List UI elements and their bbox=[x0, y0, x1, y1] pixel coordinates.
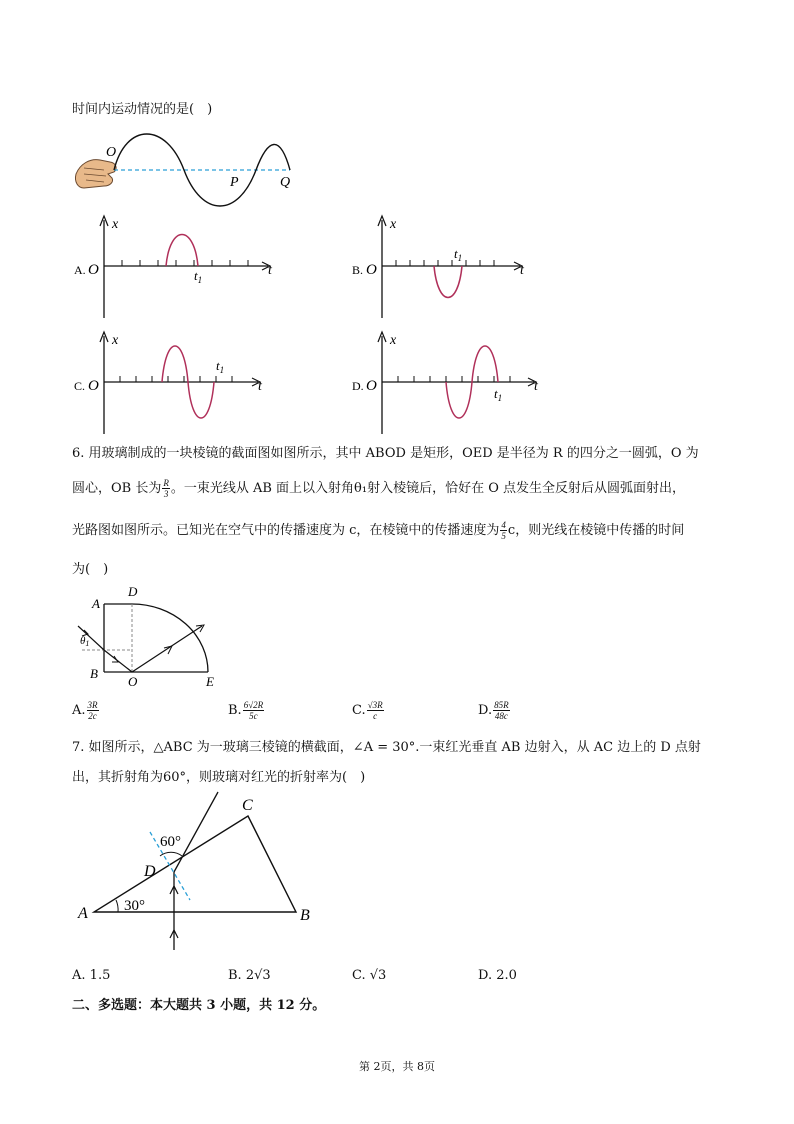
svg-text:A: A bbox=[92, 596, 100, 611]
origin-label: O bbox=[366, 378, 377, 394]
t1-label: $t_1$ bbox=[216, 358, 225, 375]
q7-line2: 出，其折射角为60°，则玻璃对红光的折射率为( ) bbox=[72, 770, 366, 785]
x-label: x bbox=[390, 217, 397, 232]
q5-option-a[interactable] bbox=[72, 214, 282, 328]
x-label: x bbox=[112, 333, 119, 348]
t-label: t bbox=[258, 379, 262, 394]
q5-wave-figure bbox=[70, 128, 310, 210]
t-label: t bbox=[268, 263, 272, 278]
hand-icon bbox=[75, 160, 116, 188]
option-letter: C. bbox=[74, 379, 86, 393]
label-p: P bbox=[230, 175, 239, 190]
q7-option-a[interactable]: A. 1.5 bbox=[72, 968, 111, 983]
t1-label: $t_1$ bbox=[454, 246, 463, 263]
q7-line1: 7. 如图所示，△ABC 为一玻璃三棱镜的横截面，∠A = 30°.一束红光垂直 AB 边射入，从 AC 边上的 D 点射 bbox=[72, 740, 701, 755]
label-o: O bbox=[106, 145, 117, 160]
svg-text:C: C bbox=[242, 797, 253, 814]
q6-line4: 为( ) bbox=[72, 562, 109, 577]
option-letter: A. bbox=[74, 263, 86, 277]
q7-option-d[interactable]: D. 2.0 bbox=[478, 968, 517, 983]
q6-line1: 6. 用玻璃制成的一块棱镜的截面图如图所示，其中 ABOD 是矩形，OED 是半径为 R 的四分之一圆弧，O 为 bbox=[72, 446, 699, 461]
svg-text:D: D bbox=[128, 584, 138, 599]
svg-text:B: B bbox=[90, 666, 98, 681]
svg-text:60°: 60° bbox=[160, 834, 181, 850]
svg-text:θ1: θ1 bbox=[80, 635, 90, 648]
svg-text:30°: 30° bbox=[124, 898, 145, 914]
q6-line2: 圆心，OB 长为 $\frac{R}{3}$ 。一束光线从 AB 面上以入射角θ₁射入棱镜后，恰好在 O 点发生全反射后从圆弧面射出， bbox=[72, 478, 686, 499]
t1-label: $t_1$ bbox=[494, 386, 503, 403]
curve bbox=[166, 235, 198, 267]
t1-label: $t_1$ bbox=[194, 268, 203, 285]
svg-text:A: A bbox=[78, 905, 88, 922]
x-label: x bbox=[390, 333, 397, 348]
page-footer: 第 2页，共 8页 bbox=[359, 1060, 435, 1073]
q7-option-b[interactable]: B. 2√3 bbox=[228, 968, 271, 983]
q7-option-c[interactable]: C. √3 bbox=[352, 968, 387, 983]
svg-text:D: D bbox=[144, 863, 156, 880]
origin-label: O bbox=[88, 262, 99, 278]
svg-text:B: B bbox=[300, 907, 310, 924]
q5-stem-tail: 时间内运动情况的是( ) bbox=[72, 102, 213, 117]
q6-option-b[interactable]: B. $\frac{6√2R}{5c}$ bbox=[228, 700, 264, 721]
q6-prism-figure bbox=[74, 582, 224, 690]
q5-option-c[interactable] bbox=[72, 330, 282, 444]
q7-triangle-figure bbox=[74, 790, 324, 960]
label-q: Q bbox=[280, 175, 291, 190]
svg-text:O: O bbox=[128, 674, 138, 689]
q6-option-c[interactable]: C. $\frac{√3R}{c}$ bbox=[352, 700, 383, 721]
origin-label: O bbox=[366, 262, 377, 278]
x-label: x bbox=[112, 217, 119, 232]
q5-option-d[interactable] bbox=[350, 330, 560, 444]
q6-option-a[interactable]: A. $\frac{3R}{2c}$ bbox=[72, 700, 98, 721]
q6-option-d[interactable]: D. $\frac{85R}{48c}$ bbox=[478, 700, 509, 721]
option-letter: D. bbox=[352, 379, 364, 393]
svg-text:E: E bbox=[206, 674, 214, 689]
t-label: t bbox=[534, 379, 538, 394]
origin-label: O bbox=[88, 378, 99, 394]
section-heading-multiple-choice: 二、多选题：本大题共 3 小题，共 12 分。 bbox=[72, 998, 326, 1013]
t-label: t bbox=[520, 263, 524, 278]
q6-line3: 光路图如图所示。已知光在空气中的传播速度为 c，在棱镜中的传播速度为 $\frac{4}{5}$ c，则光线在棱镜中传播的时间 bbox=[72, 520, 685, 541]
option-letter: B. bbox=[352, 263, 364, 277]
curve bbox=[434, 266, 462, 298]
q6-fraction-4-over-5: $\frac{4}{5}$ bbox=[501, 520, 506, 541]
q6-fraction-r-over-3: $\frac{R}{3}$ bbox=[163, 478, 169, 499]
q5-option-b[interactable] bbox=[350, 214, 560, 328]
